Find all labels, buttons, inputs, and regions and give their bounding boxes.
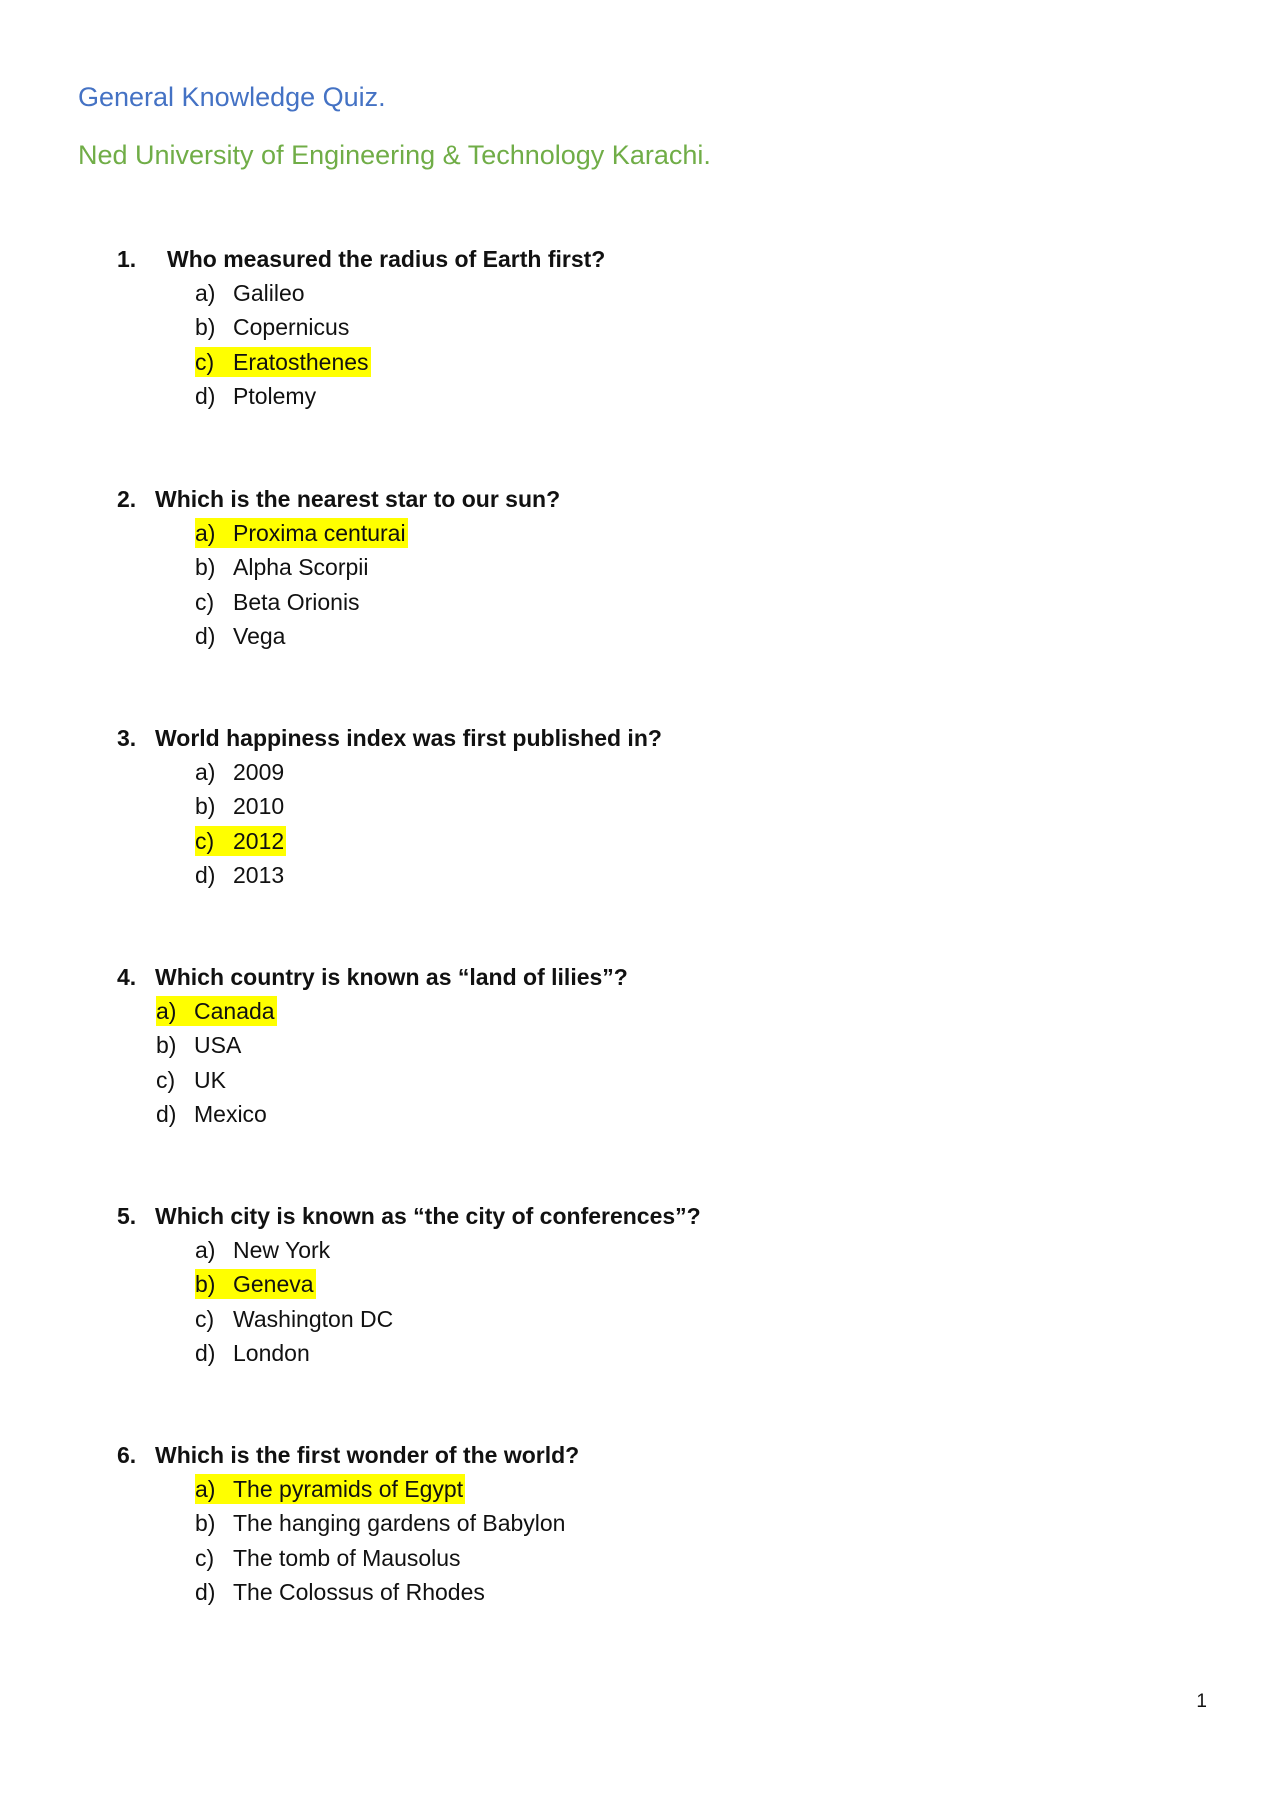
option-b bbox=[195, 550, 1117, 584]
option-list bbox=[156, 994, 1117, 1131]
option-list bbox=[195, 276, 1117, 413]
question-number: 4. bbox=[117, 964, 137, 990]
option-c bbox=[156, 1063, 1117, 1097]
option-list bbox=[195, 1233, 1117, 1370]
option-a bbox=[195, 1472, 1117, 1506]
option-text: The pyramids of Egypt bbox=[233, 1476, 464, 1502]
option-b bbox=[195, 1506, 1117, 1540]
page-title: General Knowledge Quiz. bbox=[78, 82, 386, 112]
option-letter: c) bbox=[195, 348, 215, 375]
question-heading bbox=[117, 1199, 1117, 1233]
option-d bbox=[156, 1097, 1117, 1131]
question-heading bbox=[117, 960, 1117, 994]
question-text: Which is the nearest star to our sun? bbox=[155, 486, 561, 512]
option-letter: b) bbox=[195, 314, 216, 341]
page-subtitle: Ned University of Engineering & Technology Karachi. bbox=[78, 140, 711, 170]
option-text: Washington DC bbox=[233, 1305, 394, 1332]
option-c bbox=[195, 824, 1117, 858]
option-text: Ptolemy bbox=[233, 382, 317, 409]
option-text: The Colossus of Rhodes bbox=[233, 1578, 485, 1605]
option-c bbox=[195, 585, 1117, 619]
option-b bbox=[195, 789, 1117, 823]
option-text: 2009 bbox=[233, 759, 285, 785]
option-d bbox=[195, 379, 1117, 413]
option-list bbox=[195, 755, 1117, 892]
option-letter: a) bbox=[156, 998, 177, 1024]
question-text: Which city is known as “the city of conferences”? bbox=[155, 1203, 701, 1229]
option-list bbox=[195, 1472, 1117, 1609]
question-heading bbox=[117, 242, 1117, 276]
question-number: 2. bbox=[117, 486, 137, 512]
option-list bbox=[195, 516, 1117, 653]
option-text: Vega bbox=[233, 622, 286, 649]
question-5 bbox=[117, 1199, 1117, 1370]
option-text: Canada bbox=[194, 998, 275, 1024]
page-number: 1 bbox=[1196, 1691, 1207, 1712]
option-text: London bbox=[233, 1339, 310, 1366]
option-text: USA bbox=[194, 1032, 242, 1059]
option-letter: b) bbox=[195, 1510, 216, 1537]
option-text: Copernicus bbox=[233, 314, 350, 341]
option-text: Beta Orionis bbox=[233, 588, 360, 615]
option-text: Geneva bbox=[233, 1271, 314, 1298]
option-text: New York bbox=[233, 1237, 331, 1263]
option-letter: d) bbox=[195, 382, 216, 409]
option-text: Proxima centurai bbox=[233, 520, 406, 546]
question-text: Which is the first wonder of the world? bbox=[155, 1442, 580, 1468]
question-1 bbox=[117, 242, 1117, 413]
question-heading bbox=[117, 482, 1117, 516]
option-letter: a) bbox=[195, 520, 216, 546]
option-b bbox=[195, 1267, 1117, 1301]
option-text: Alpha Scorpii bbox=[233, 554, 369, 581]
option-letter: c) bbox=[156, 1066, 176, 1093]
option-text: UK bbox=[194, 1066, 226, 1093]
question-number: 3. bbox=[117, 725, 137, 751]
option-letter: c) bbox=[195, 588, 215, 615]
question-text: World happiness index was first published in? bbox=[155, 725, 662, 751]
option-b bbox=[156, 1028, 1117, 1062]
option-d bbox=[195, 1336, 1117, 1370]
option-c bbox=[195, 345, 1117, 379]
question-6 bbox=[117, 1438, 1117, 1609]
option-letter: d) bbox=[195, 861, 216, 888]
option-b bbox=[195, 310, 1117, 344]
option-letter: c) bbox=[195, 1544, 215, 1571]
question-number: 5. bbox=[117, 1203, 137, 1229]
option-letter: a) bbox=[195, 280, 216, 306]
option-letter: c) bbox=[195, 827, 215, 854]
option-letter: a) bbox=[195, 1476, 216, 1502]
option-text: Galileo bbox=[233, 280, 305, 306]
option-d bbox=[195, 619, 1117, 653]
option-text: 2010 bbox=[233, 793, 285, 820]
option-a bbox=[195, 516, 1117, 550]
option-a bbox=[195, 276, 1117, 310]
option-letter: c) bbox=[195, 1305, 215, 1332]
option-text: 2013 bbox=[233, 861, 285, 888]
option-letter: b) bbox=[195, 793, 216, 820]
option-letter: a) bbox=[195, 759, 216, 785]
option-letter: d) bbox=[195, 1339, 216, 1366]
option-text: Mexico bbox=[194, 1100, 267, 1127]
option-d bbox=[195, 858, 1117, 892]
option-a bbox=[156, 994, 1117, 1028]
question-text: Which country is known as “land of lilies”? bbox=[155, 964, 628, 990]
option-c bbox=[195, 1302, 1117, 1336]
option-letter: b) bbox=[156, 1032, 177, 1059]
question-text: Who measured the radius of Earth first? bbox=[167, 246, 606, 272]
question-2 bbox=[117, 482, 1117, 653]
option-letter: d) bbox=[156, 1100, 177, 1127]
question-number: 1. bbox=[117, 246, 137, 272]
option-a bbox=[195, 1233, 1117, 1267]
question-heading bbox=[117, 1438, 1117, 1472]
option-text: The hanging gardens of Babylon bbox=[233, 1510, 566, 1537]
option-letter: d) bbox=[195, 622, 216, 649]
option-c bbox=[195, 1541, 1117, 1575]
option-text: The tomb of Mausolus bbox=[233, 1544, 461, 1571]
option-d bbox=[195, 1575, 1117, 1609]
question-4 bbox=[117, 960, 1117, 1131]
option-letter: d) bbox=[195, 1578, 216, 1605]
option-letter: a) bbox=[195, 1237, 216, 1263]
option-text: Eratosthenes bbox=[233, 348, 369, 375]
option-letter: b) bbox=[195, 1271, 216, 1298]
question-3 bbox=[117, 721, 1117, 892]
question-number: 6. bbox=[117, 1442, 137, 1468]
option-a bbox=[195, 755, 1117, 789]
question-heading bbox=[117, 721, 1117, 755]
option-letter: b) bbox=[195, 554, 216, 581]
option-text: 2012 bbox=[233, 827, 285, 854]
